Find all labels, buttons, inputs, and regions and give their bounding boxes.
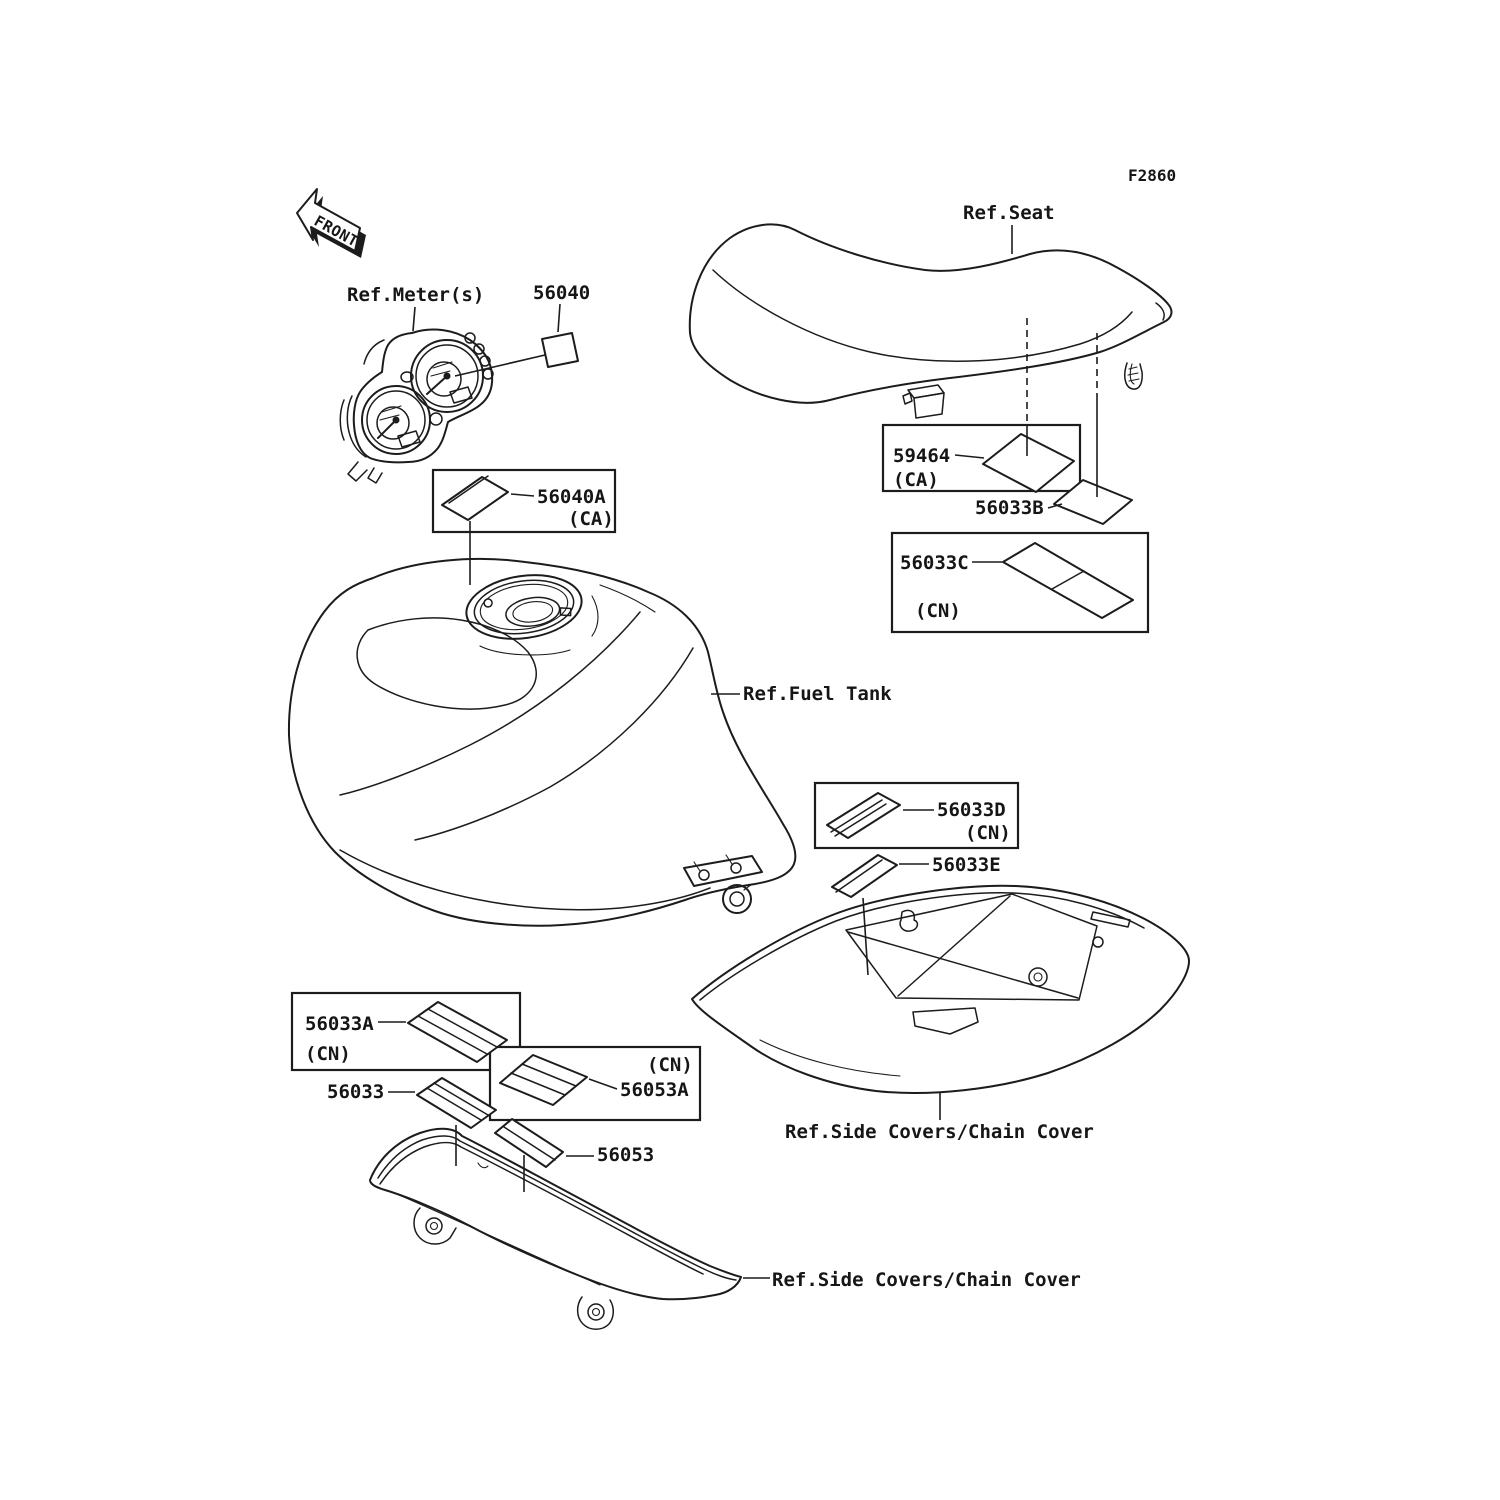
indicator-lamp <box>474 344 484 354</box>
part-number-56053: 56053 <box>597 1144 655 1166</box>
part-number-56053a: 56053A <box>620 1079 689 1101</box>
part-number-59464: 59464 <box>893 445 951 467</box>
part-variant-56033d: (CN) <box>965 822 1011 844</box>
ref-label-fuel-tank: Ref.Fuel Tank <box>743 683 892 705</box>
part-variant-56053a: (CN) <box>647 1054 693 1076</box>
figure-code: F2860 <box>1128 166 1177 185</box>
fuel-tank-illustration <box>289 559 795 926</box>
part-number-56033c: 56033C <box>900 552 969 574</box>
part-number-56033e: 56033E <box>932 854 1001 876</box>
ref-label-side-covers-upper: Ref.Side Covers/Chain Cover <box>785 1121 1094 1143</box>
label-group-56053 <box>495 1119 654 1192</box>
part-variant-56033a: (CN) <box>305 1043 351 1065</box>
leader-line-56040 <box>558 304 560 332</box>
leader-line-56040-to-meter <box>455 355 545 376</box>
seat-illustration <box>690 224 1172 418</box>
meter-illustration <box>340 329 493 483</box>
ref-label-meter: Ref.Meter(s) <box>347 284 485 306</box>
side-cover-illustration <box>692 886 1189 1093</box>
leader-line-meter <box>413 307 415 331</box>
decal-56040 <box>542 333 578 367</box>
part-number-56033d: 56033D <box>937 799 1006 821</box>
label-group-59464 <box>883 425 1080 492</box>
part-number-56040a: 56040A <box>537 486 606 508</box>
decal-56033 <box>417 1078 496 1128</box>
part-number-56033: 56033 <box>327 1081 385 1103</box>
front-arrow-label: FRONT <box>311 211 362 251</box>
part-variant-56040a: (CA) <box>568 508 614 530</box>
ref-label-seat: Ref.Seat <box>963 202 1055 224</box>
part-variant-59464: (CA) <box>893 469 939 491</box>
decal-56033e <box>832 855 897 897</box>
ref-label-side-covers-lower: Ref.Side Covers/Chain Cover <box>772 1269 1081 1291</box>
label-group-56033d <box>815 783 1018 848</box>
label-group-56040a <box>433 470 615 585</box>
front-arrow-icon <box>297 189 366 258</box>
part-number-56033a: 56033A <box>305 1013 374 1035</box>
part-variant-56033c: (CN) <box>915 600 961 622</box>
part-number-56033b: 56033B <box>975 497 1044 519</box>
part-number-56040: 56040 <box>533 282 591 304</box>
label-group-56033c <box>892 533 1148 632</box>
fuel-filler-cap <box>462 568 585 646</box>
